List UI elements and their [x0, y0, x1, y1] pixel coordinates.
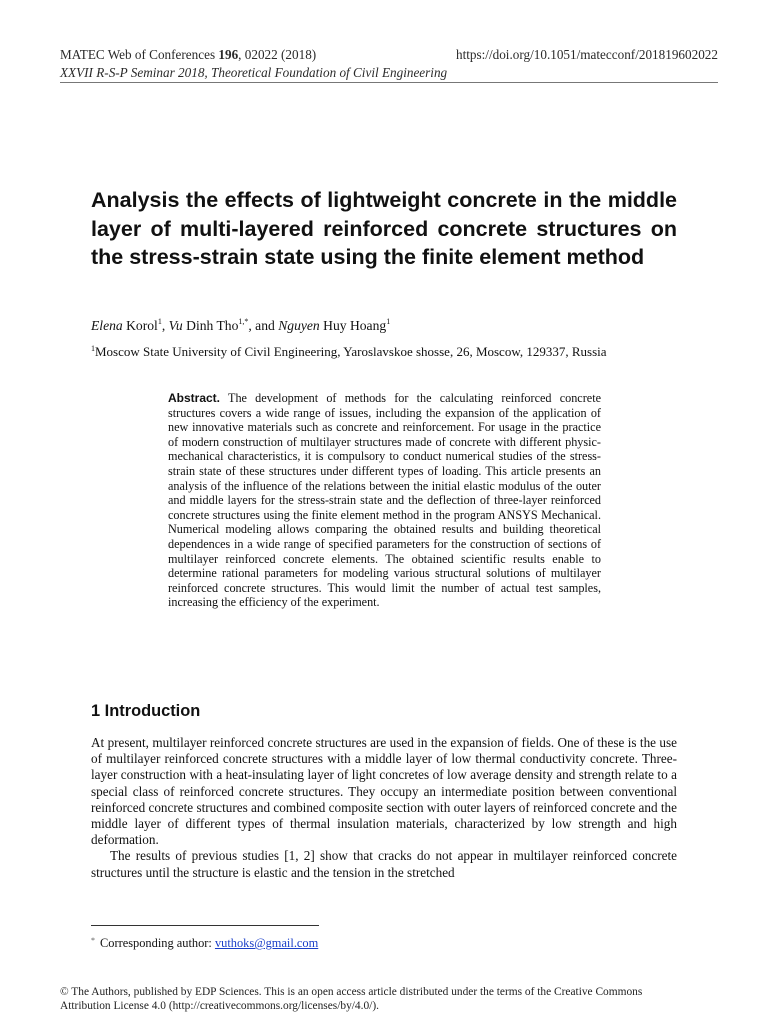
journal-citation: MATEC Web of Conferences 196, 02022 (2018): [60, 47, 317, 62]
paper-title: Analysis the effects of lightweight concrete in the middle layer of multi-layered reinforced concrete structures on the stress-strain state using the finite element method: [91, 188, 677, 269]
author-list: [91, 318, 390, 334]
paragraph: The results of previous studies [1, 2] show that cracks do not appear in multilayer reinforced concrete structures until the structure is elastic and the tension in the stretched: [91, 848, 677, 880]
header-rule: [60, 82, 718, 83]
running-header: [60, 47, 718, 63]
affiliation: $^1$Moscow State University of Civil Engineering, Yaroslavskoe shosse, 26, Moscow, 129337, Russia: [91, 344, 607, 359]
author: Vu Dinh Tho$^{1,*}$, and: [168, 317, 279, 333]
seminar-line: XXVII R-S-P Seminar 2018, Theoretical Foundation of Civil Engineering: [60, 65, 448, 80]
abstract-text: The development of methods for the calculating reinforced concrete structures covers a wide range of issues, including the expansion of the application of new innovative materials such as concrete and reinforcement. For usage in the practice of modern construction of multilayer structures made of concrete with different physic-mechanical characteristics, it is compulsory to conduct numerical studies of the stress-strain state of these structures under different types of loading. This article presents an analysis of the influence of the relations between the initial elastic modulus of the outer and middle layers for the stress-strain state and the deflection of three-layer reinforced concrete structures using the finite element method in the program ANSYS Mechanical. Numerical modeling allows comparing the obtained results and building theoretical dependences in a wide range of specified parameters for the construction of sections of multilayer reinforced concrete elements. The obtained scientific results enable to determine rational parameters for modeling various structural solutions of multilayer reinforced concrete structures. This would limit the number of actual test samples, increasing the efficiency of the experiment.: [168, 391, 601, 610]
footnote-rule: [91, 925, 319, 926]
abstract: [168, 391, 601, 610]
email-link[interactable]: vuthoks@gmail.com: [214, 936, 319, 950]
paragraph: At present, multilayer reinforced concrete structures are used in the expansion of fields. One of these is the use of multilayer reinforced concrete structures with a middle layer of low thermal conductivity concrete. Three-layer construction with a heat-insulating layer of light concretes of low average density and strength relate to a special class of reinforced concrete structures. They occupy an intermediate position between conventional reinforced concrete structures and combined composite section with outer layers of reinforced concrete and the middle layer of different types of thermal insulation materials, characterized by low strength and high deformation.: [91, 735, 677, 848]
section-body: [91, 735, 677, 881]
license-notice: © The Authors, published by EDP Sciences. This is an open access article distributed under the terms of the Creative Commons Attribution License 4.0 (http://creativecommons.org/licenses/by/4.0/).: [60, 986, 643, 1012]
author: Elena Korol$^1$,: [91, 317, 169, 333]
doi-link[interactable]: https://doi.org/10.1051/matecconf/201819602022: [455, 47, 718, 62]
section-heading: 1 Introduction: [91, 702, 201, 720]
abstract-label: Abstract.: [168, 391, 221, 405]
journal-volume: 196: [218, 47, 239, 62]
author: Nguyen Huy Hoang$^1$: [278, 317, 391, 333]
footnote: * Corresponding author: vuthoks@gmail.com: [91, 936, 319, 950]
footnote-mark: *: [91, 936, 95, 945]
